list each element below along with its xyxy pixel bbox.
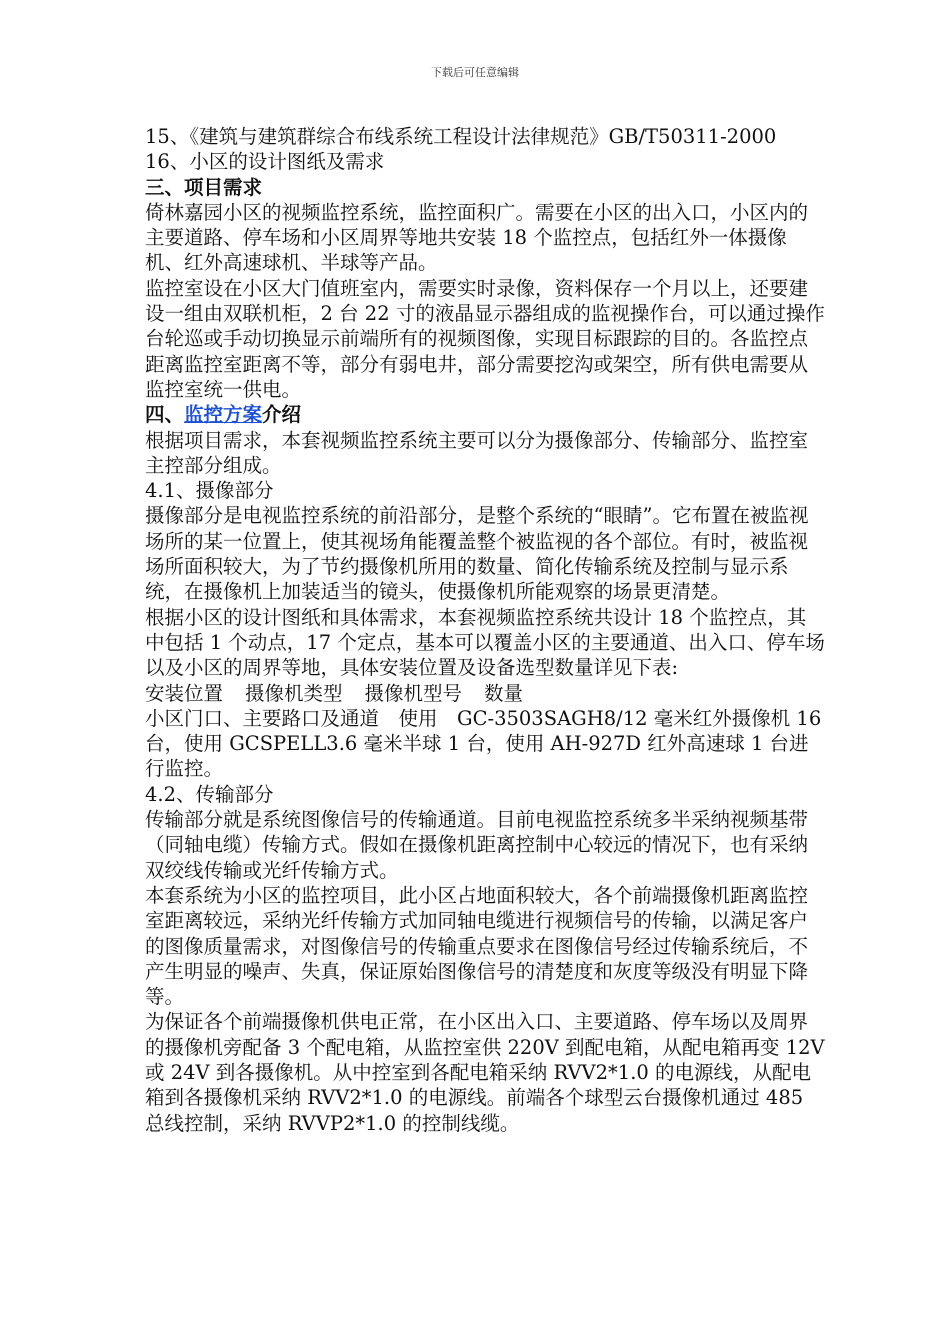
section-heading-requirements: 三、项目需求 (145, 175, 263, 199)
paragraph-requirements-1: 倚林嘉园小区的视频监控系统，监控面积广。需要在小区的出入口，小区内的主要道路、停车场和小区周界等地共安装 18 个监控点，包括红外一体摄像机、红外高速球机、半球等产品。 (145, 200, 809, 275)
paragraph-transmission-1: 传输部分就是系统图像信号的传输通道。目前电视监控系统多半采纳视频基带（同轴电缆）传输方式。假如在摄像机距离控制中心较远的情况下，也有采纳双绞线传输或光纤传输方式。 (145, 808, 809, 882)
paragraph-requirements-2: 监控室设在小区大门值班室内，需要实时录像，资料保存一个月以上，还要建设一组由双联机柜，2 台 22 寸的液晶显示器组成的监视操作台，可以通过操作台轮巡或手动切换显示前端所有的视频图像，实现目标跟踪的目的。各监控点距离监控室距离不等，部分有弱电井，部分需要挖沟或架空，所有供电需要从监控室统一供电。 (145, 276, 825, 401)
reference-item-15: 15、《建筑与建筑群综合布线系统工程设计法律规范》GB/T50311-2000 (145, 125, 777, 148)
table-header-quantity: 数量 (484, 681, 524, 705)
table-header-location: 安装位置 (145, 681, 224, 705)
paragraph-transmission-2: 本套系统为小区的监控项目，此小区占地面积较大，各个前端摄像机距离监控室距离较远，采纳光纤传输方式加同轴电缆进行视频信号的传输，以满足客户的图像质量需求，对图像信号的传输重点要求在图像信号经过传输系统后，不产生明显的噪声、失真，保证原始图像信号的清楚度和灰度等级没有明显下降等。 (145, 883, 809, 1009)
reference-item-16: 16、小区的设计图纸及需求 (145, 150, 385, 174)
heading-suffix: 介绍 (262, 403, 302, 427)
paragraph-camera-2: 根据小区的设计图纸和具体需求，本套视频监控系统共设计 18 个监控点，其中包括 1 个动点，17 个定点，基本可以覆盖小区的主要通道、出入口、停车场以及小区的周界等地，具体安装位置及设备选型数量详见下表: (145, 605, 825, 680)
paragraph-camera-install: 小区门口、主要路口及通道 使用 GC-3503SAGH8/12 毫米红外摄像机 16 台，使用 GCSPELL3.6 毫米半球 1 台，使用 AH-927D 红外高速球 1 台进行监控。 (145, 706, 822, 781)
table-header-camera-model: 摄像机型号 (364, 681, 463, 705)
table-header-camera-type: 摄像机类型 (245, 681, 343, 705)
table-header-row (145, 681, 825, 706)
paragraph-power-supply: 为保证各个前端摄像机供电正常，在小区出入口、主要道路、停车场以及周界的摄像机旁配备 3 个配电箱，从监控室供 220V 到配电箱，从配电箱再变 12V 或 24V 到各摄像机。从中控室到各配电箱采纳 RVV2*1.0 的电源线，从配电箱到各摄像机采纳 RVV2*1.0 的电源线。前端各个球型云台摄像机通过 485 总线控制，采纳 RVVP2*1.0 的控制线缆。 (145, 1010, 825, 1135)
heading-prefix: 四、 (145, 403, 185, 427)
paragraph-camera-1: 摄像部分是电视监控系统的前沿部分，是整个系统的“眼睛”。它布置在被监视场所的某一位置上，使其视场角能覆盖整个被监视的各个部位。有时，被监视场所面积较大，为了节约摄像机所用的数量、简化传输系统及控制与显示系统，在摄像机上加装适当的镜头，使摄像机所能观察的场景更清楚。 (145, 504, 809, 604)
document-body (145, 124, 825, 1136)
solution-link[interactable]: 监控方案 (184, 403, 263, 427)
paragraph-solution-intro: 根据项目需求，本套视频监控系统主要可以分为摄像部分、传输部分、监控室主控部分组成。 (145, 428, 809, 477)
subsection-heading-transmission: 4.2、传输部分 (145, 782, 274, 806)
section-heading-solution (145, 402, 825, 427)
subsection-heading-camera: 4.1、摄像部分 (145, 479, 274, 503)
page-header-note: 下载后可任意编辑 (431, 66, 519, 79)
